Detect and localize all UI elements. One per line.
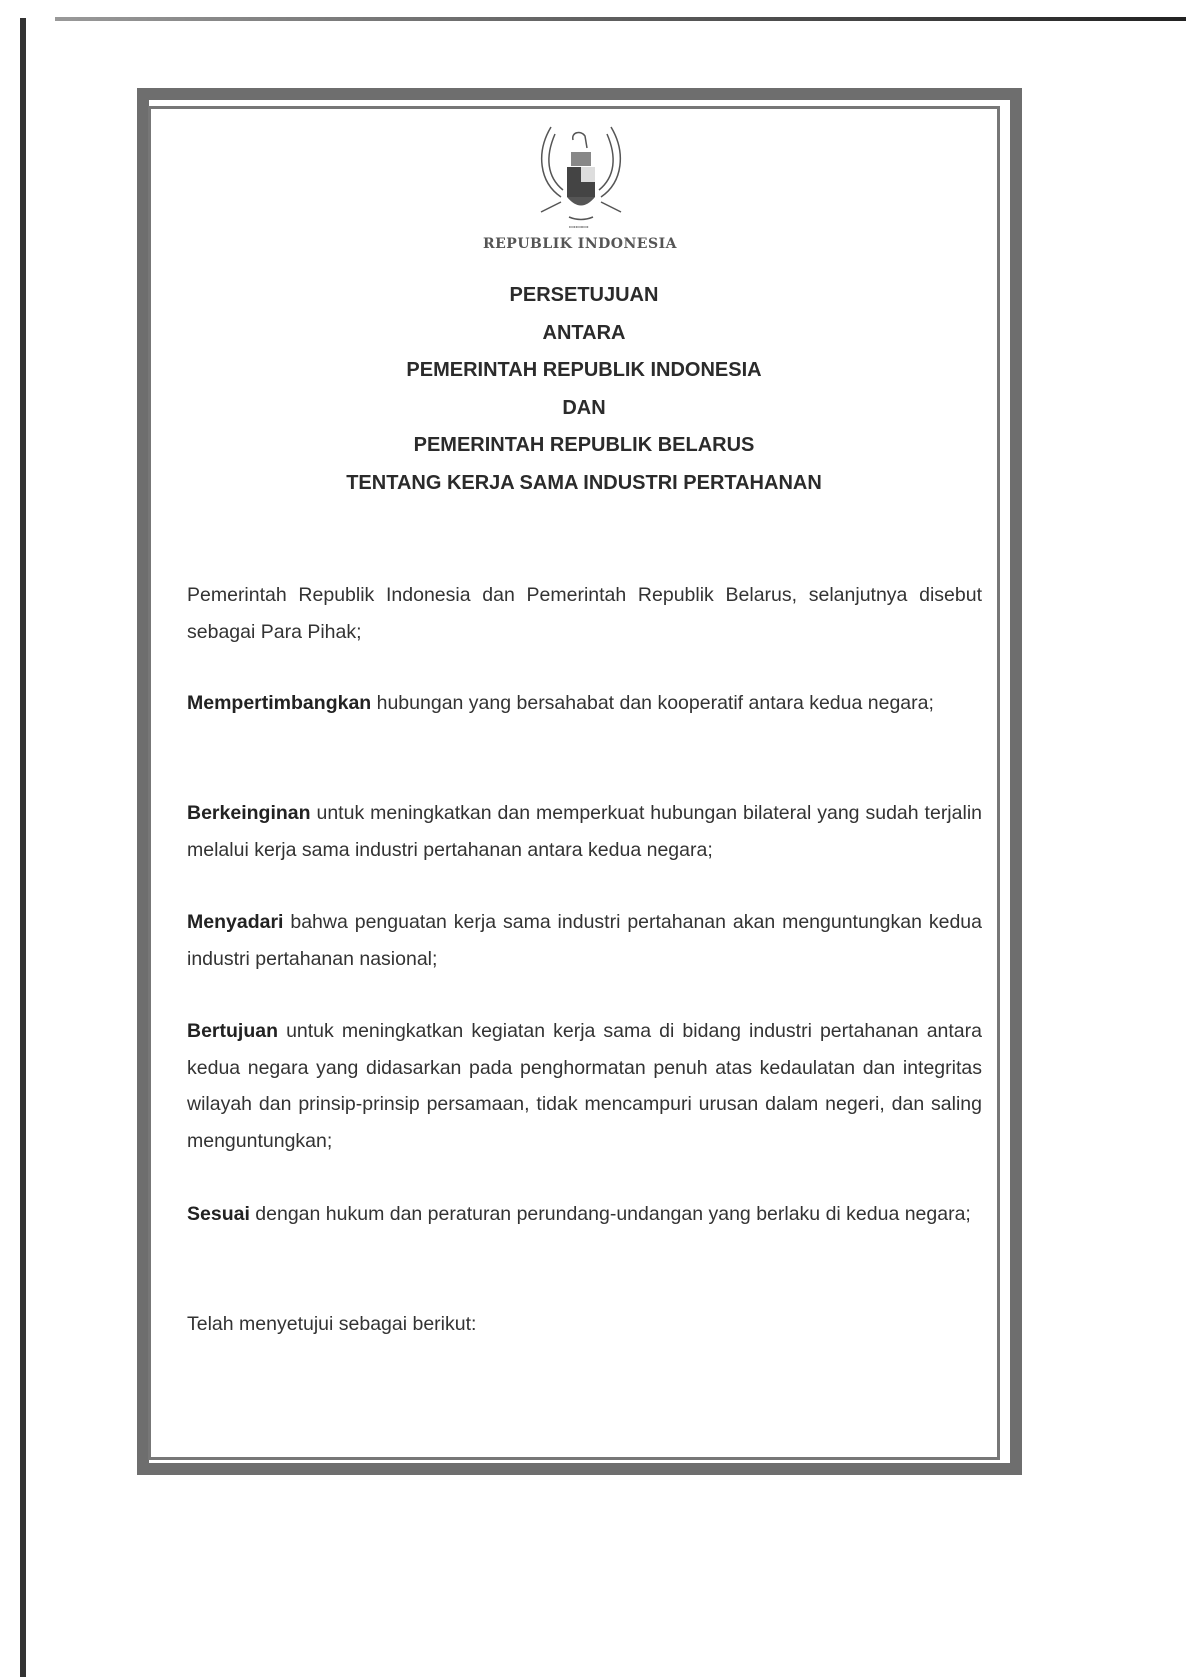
preamble-paragraph: Menyadari bahwa penguatan kerja sama industri pertahanan akan menguntungkan kedua industri pertahanan nasional; [187,911,982,970]
scan-edge-top [55,17,1186,21]
preamble-paragraph: Bertujuan untuk meningkatkan kegiatan kerja sama di bidang industri pertahanan antara kedua negara yang didasarkan pada penghormatan penuh atas kedaulatan dan integritas wilayah dan prinsip-prinsip persamaan, tidak mencampuri urusan dalam negeri, dan saling menguntungkan; [187,1020,982,1152]
preamble-paragraph: Mempertimbangkan hubungan yang bersahabat dan kooperatif antara kedua negara; [187,692,934,714]
title-line: PERSETUJUAN [509,284,659,306]
title-line: DAN [562,397,606,419]
scan-edge-left [20,18,26,1677]
preamble-paragraph: Sesuai dengan hukum dan peraturan perundang-undangan yang berlaku di kedua negara; [187,1203,971,1225]
agreement-intro: Telah menyetujui sebagai berikut: [187,1313,477,1335]
garuda-emblem-icon [531,122,631,232]
preamble-paragraph: Berkeinginan untuk meningkatkan dan memperkuat hubungan bilateral yang sudah terjalin melalui kerja sama industri pertahanan antara kedua negara; [187,802,982,861]
emblem-caption: REPUBLIK INDONESIA [483,236,677,252]
title-line: ANTARA [542,322,626,344]
svg-text:ꟷꟷꟷ: ꟷꟷꟷ [569,223,589,232]
title-line: TENTANG KERJA SAMA INDUSTRI PERTAHANAN [346,472,822,494]
page-border-inner [148,106,1000,1460]
title-line: PEMERINTAH REPUBLIK INDONESIA [406,359,762,381]
preamble-paragraph: Pemerintah Republik Indonesia dan Pemerintah Republik Belarus, selanjutnya disebut sebagai Para Pihak; [187,584,982,643]
title-line: PEMERINTAH REPUBLIK BELARUS [413,434,755,456]
